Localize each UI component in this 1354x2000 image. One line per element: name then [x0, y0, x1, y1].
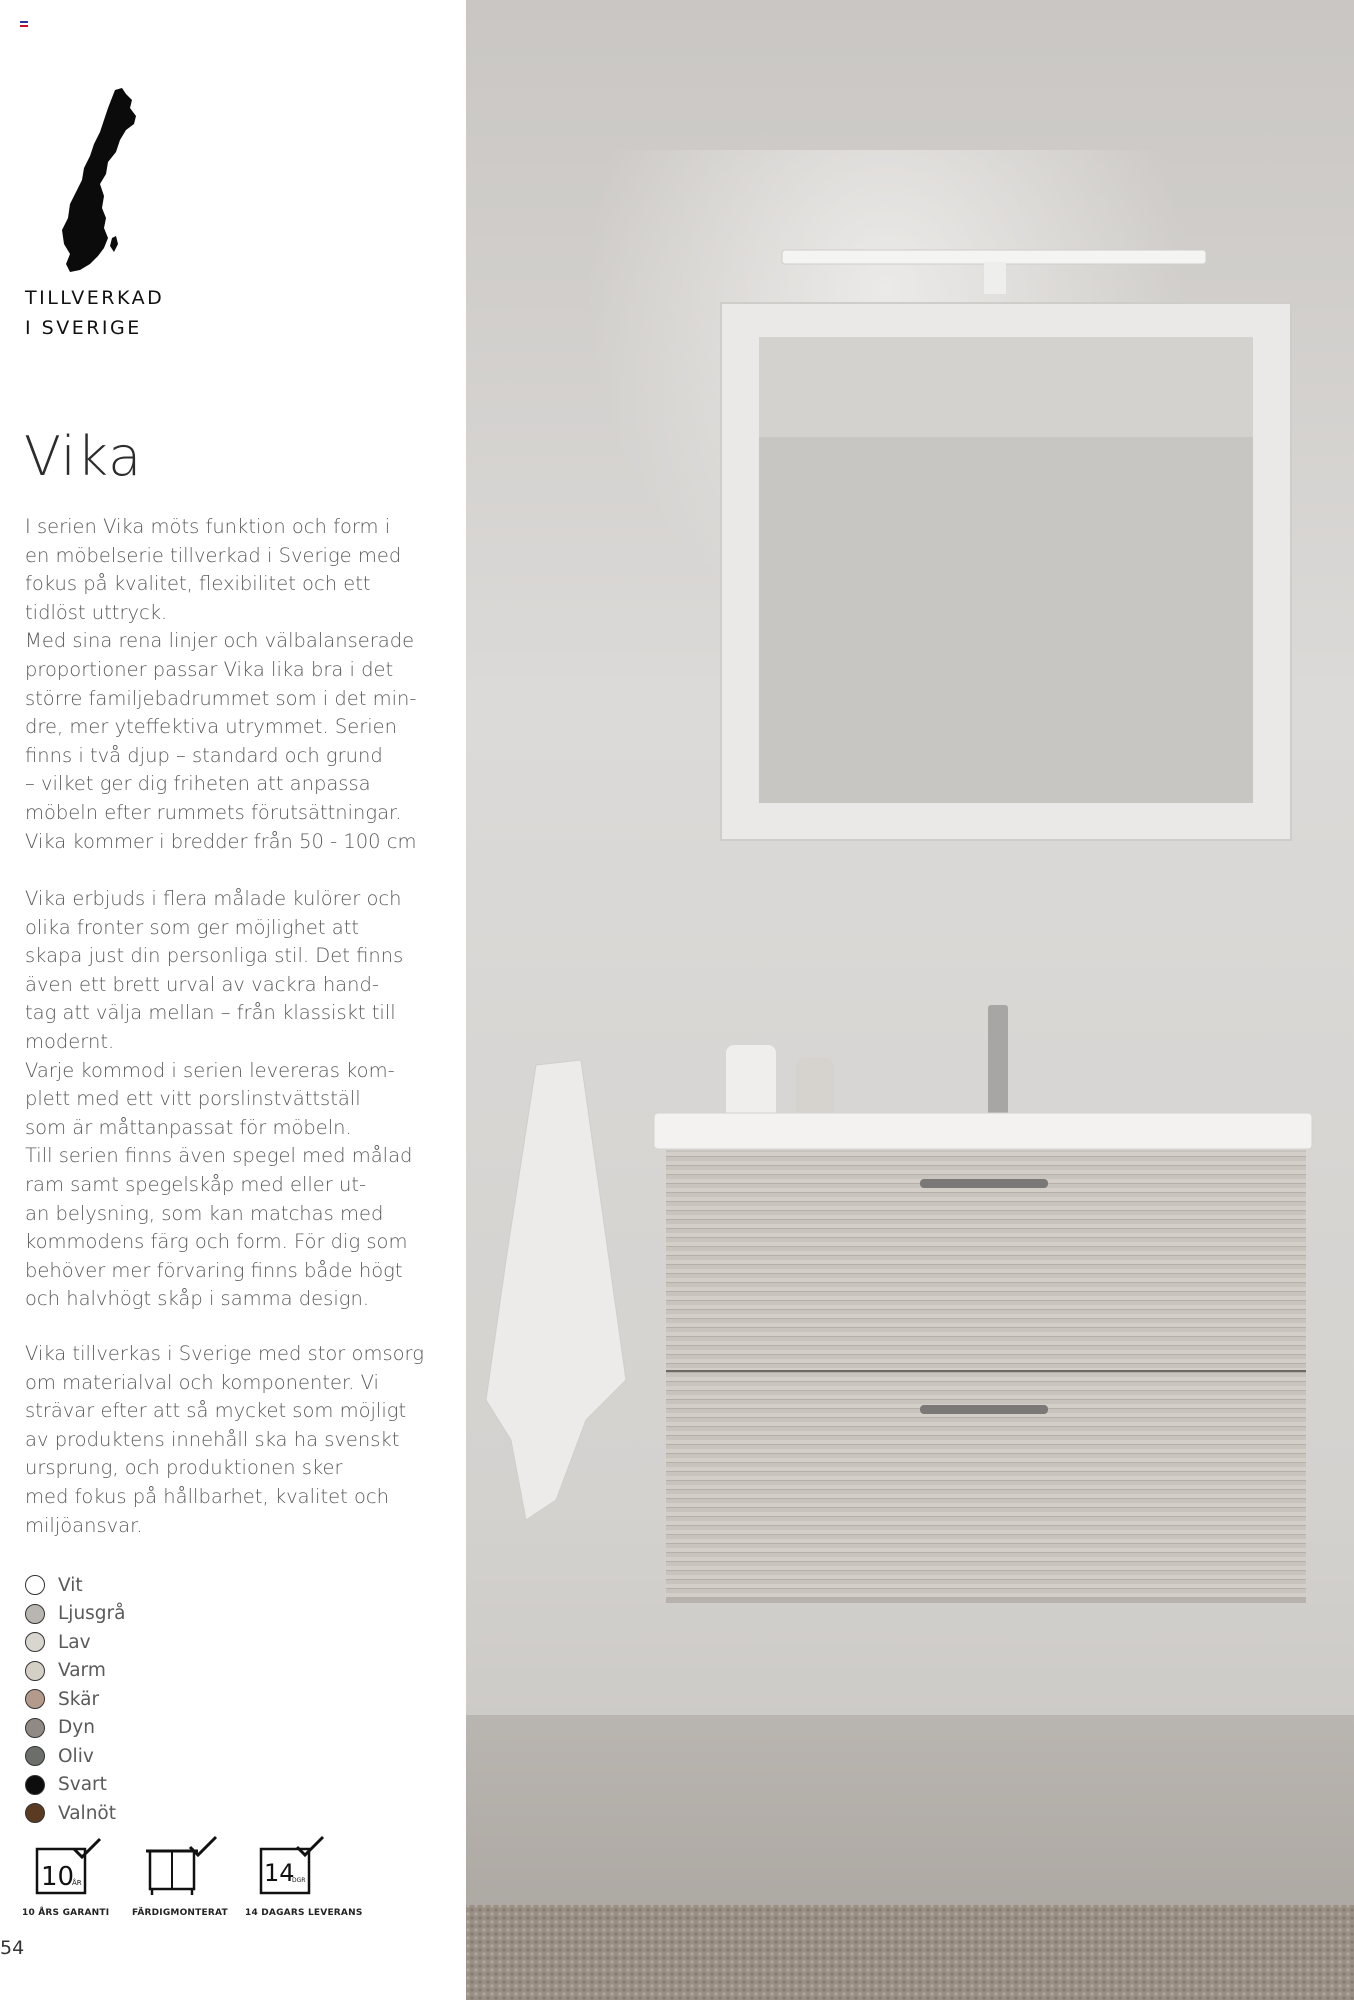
warranty-icon	[20, 1835, 110, 1901]
color-option	[25, 1685, 126, 1714]
assembled-badge	[128, 1835, 248, 1918]
page-number: 54	[0, 1937, 25, 1959]
made-in-sweden-heading: TILLVERKAD I SVERIGE	[25, 287, 165, 339]
color-name: Valnöt	[58, 1802, 116, 1824]
svg-text:14: 14	[264, 1859, 295, 1887]
delivery-icon	[245, 1835, 335, 1901]
color-name: Vit	[58, 1574, 83, 1596]
color-swatch-icon	[25, 1803, 45, 1823]
color-name: Lav	[58, 1631, 91, 1653]
delivery-badge	[245, 1835, 365, 1918]
color-swatch-icon	[25, 1718, 45, 1738]
color-option	[25, 1742, 126, 1771]
color-name: Svart	[58, 1774, 107, 1796]
warranty-badge	[20, 1835, 140, 1918]
color-option	[25, 1714, 126, 1743]
svg-text:DGR: DGR	[292, 1877, 306, 1884]
color-swatch-icon	[25, 1689, 45, 1709]
description-paragraph-1: I serien Vika möts funktion och form i en möbelserie tillverkad i Sverige med fokus på kvalitet, flexibilitet och ett tidlöst uttryck. Med sina rena linjer och välbalanserade proportioner passar Vika lika bra i det större familjebadrummet som i det min- dre, mer yteffektiva utrymmet. Serien finns i två djup – standard och grund – vilket ger dig friheten att anpassa möbeln efter rummets förutsättningar. Vika kommer i bredder från 50 - 100 cm	[25, 515, 417, 853]
color-swatch-icon	[25, 1604, 45, 1624]
color-option	[25, 1628, 126, 1657]
svg-text:ÅR: ÅR	[72, 1879, 82, 1887]
svg-text:10: 10	[41, 1862, 75, 1892]
color-option	[25, 1799, 126, 1828]
color-name: Ljusgrå	[58, 1603, 126, 1625]
color-swatch-icon	[25, 1632, 45, 1652]
color-swatch-icon	[25, 1746, 45, 1766]
description-paragraph-3: Vika tillverkas i Sverige med stor omsorg om materialval och komponenter. Vi strävar efter att så mycket som möjligt av produktens innehåll ska ha svenskt ursprung, och produktionen sker med fokus på hållbarhet, kvalitet och miljöansvar.	[25, 1342, 424, 1537]
color-name: Varm	[58, 1660, 106, 1682]
color-name: Skär	[58, 1688, 100, 1710]
color-option	[25, 1771, 126, 1800]
delivery-label: 14 DAGARS LEVERANS	[245, 1908, 363, 1918]
assembled-label: FÄRDIGMONTERAT	[132, 1908, 228, 1918]
color-swatch-icon	[25, 1775, 45, 1795]
color-list	[25, 1571, 126, 1828]
color-option	[25, 1571, 126, 1600]
color-swatch-icon	[25, 1575, 45, 1595]
color-option	[25, 1657, 126, 1686]
color-swatch-icon	[25, 1661, 45, 1681]
color-name: Oliv	[58, 1745, 94, 1767]
sweden-map-icon	[60, 88, 160, 273]
feature-badges	[20, 1835, 363, 1918]
color-option	[25, 1600, 126, 1629]
color-name: Dyn	[58, 1717, 95, 1739]
warranty-label: 10 ÅRS GARANTI	[22, 1908, 110, 1918]
bathroom-photo	[466, 0, 1354, 2000]
language-flag-icon[interactable]	[20, 21, 28, 29]
cabinet-icon	[128, 1835, 218, 1901]
product-title: Vika	[24, 425, 143, 488]
description-paragraph-2: Vika erbjuds i flera målade kulörer och olika fronter som ger möjlighet att skapa just din personliga stil. Det finns även ett brett urval av vackra hand- tag att välja mellan – från klassiskt till modernt. Varje kommod i serien levereras kom- plett med ett vitt porslinstvättställ som är måttanpassat för möbeln. Till serien finns även spegel med målad ram samt spegelskåp med eller ut- an belysning, som kan matchas med kommodens färg och form. För dig som behöver mer förvaring finns både högt och halvhögt skåp i samma design.	[25, 887, 413, 1311]
text-column	[0, 0, 466, 2000]
